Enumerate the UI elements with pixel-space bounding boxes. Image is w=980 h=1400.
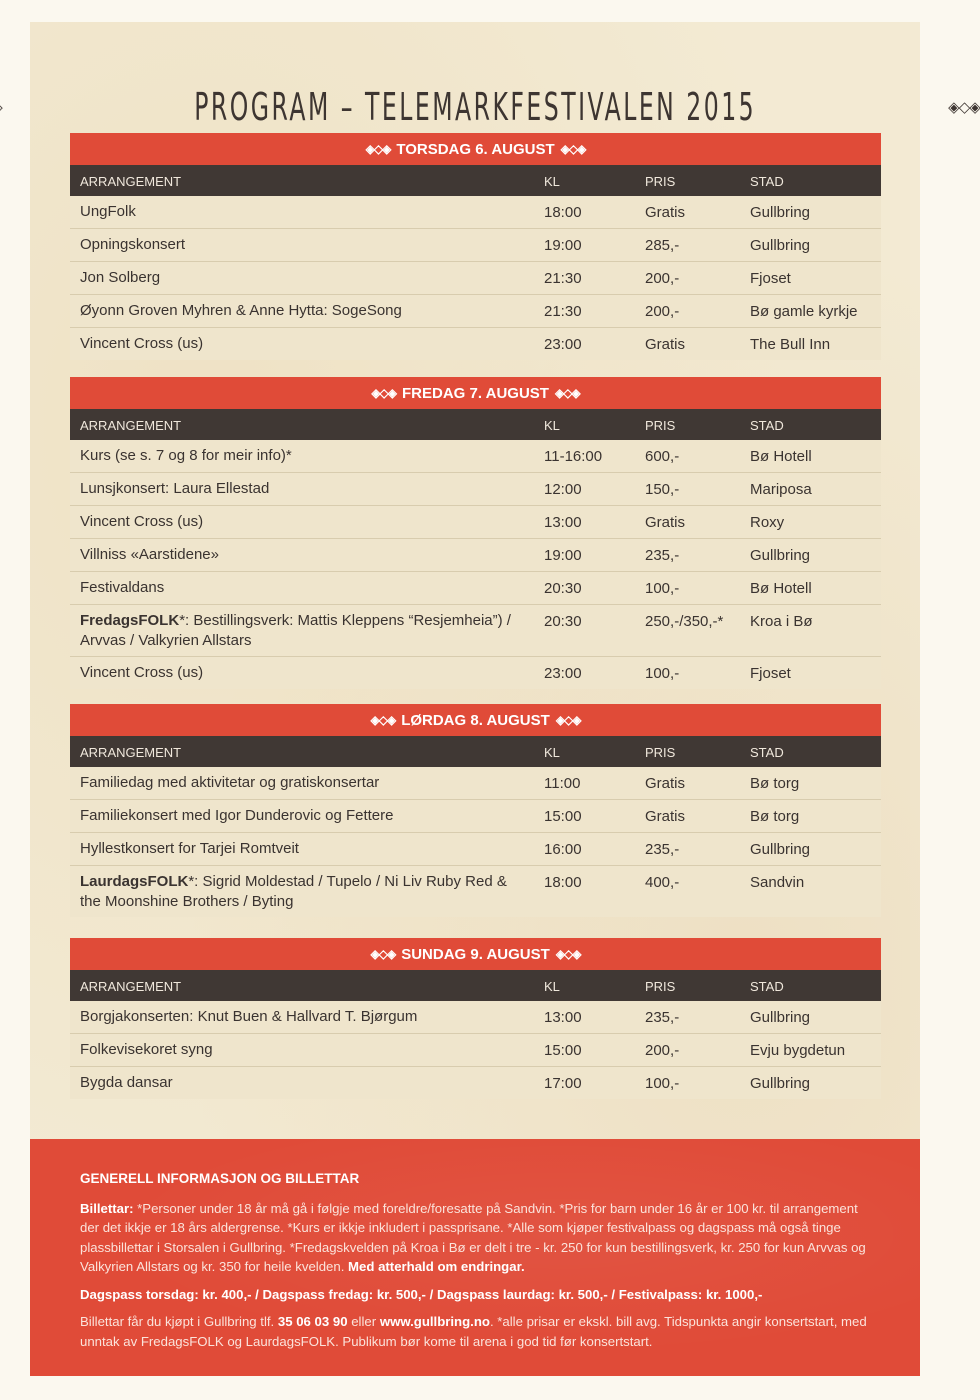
event-venue: Sandvin [750,874,805,891]
event-name-text: Vincent Cross (us) [80,664,204,681]
event-name [80,202,530,222]
day-ornament-left-icon: ◈◇◈ [370,947,396,961]
event-name [80,301,530,321]
event-name [80,1007,530,1027]
event-price: 200,- [645,303,680,320]
event-name-rest: *: Sigrid Moldestad / Tupelo / Ni Liv Ruby Red & the Moonshine Brothers / Byting [80,873,507,910]
event-price: 235,- [645,547,680,564]
event-venue: Bø gamle kyrkje [750,303,858,320]
event-time: 23:00 [544,665,582,682]
col-event: ARRANGEMENT [80,979,182,994]
event-name [80,512,530,532]
event-venue: Gullbring [750,1009,811,1026]
event-name-text: Kurs (se s. 7 og 8 for meir info)* [80,447,292,464]
col-venue: STAD [750,174,784,189]
footer-heading: GENERELL INFORMASJON OG BILLETTAR [80,1171,360,1186]
event-name [80,1040,530,1060]
day-header [70,938,881,970]
event-name-text: Øyonn Groven Myhren & Anne Hytta: SogeSong [80,302,402,319]
table-row [70,572,881,605]
event-name-text: UngFolk [80,203,136,220]
day-section-friday [70,377,881,689]
col-time: KL [544,418,560,433]
event-price: Gratis [645,336,686,353]
event-time: 19:00 [544,547,582,564]
event-name-text: Familiekonsert med Igor Dunderovic og Fettere [80,807,394,824]
day-section-thursday [70,133,881,360]
col-venue: STAD [750,418,784,433]
event-name [80,872,530,912]
day-section-saturday [70,704,881,917]
event-venue: Gullbring [750,841,811,858]
col-event: ARRANGEMENT [80,174,182,189]
table-row [70,866,881,917]
event-venue: Gullbring [750,1075,811,1092]
day-ornament-right-icon: ◈◇◈ [554,386,580,400]
col-event: ARRANGEMENT [80,745,182,760]
event-venue: Mariposa [750,481,812,498]
col-venue: STAD [750,745,784,760]
event-price: 100,- [645,665,680,682]
table-row [70,295,881,328]
event-time: 15:00 [544,1042,582,1059]
purchase-text-b: eller [347,1314,380,1329]
purchase-info [80,1312,880,1351]
event-time: 20:30 [544,580,582,597]
event-venue: Bø torg [750,775,800,792]
ticket-label: Billettar: [80,1200,134,1216]
day-title: SUNDAG 9. AUGUST [401,945,550,963]
event-name [80,839,530,859]
info-footer [30,1139,920,1376]
col-price: PRIS [645,418,676,433]
ticket-text: *Personer under 18 år må gå i følgje med foreldre/foresatte på Sandvin. *Pris for barn under 16 år er 100 kr. til arrangement der det ikkje er 18 års aldergrense. *Kurs er ikkje inkludert i passprisane. *Alle som kjøper festivalpass og dagspass må også tinge plassbillettar i Storsalen i Gullbring. *Fredagskvelden på Kroa i Bø er delt i tre - kr. 250 for kun bestillingsverk, kr. 250 for kun Arvvas og Valkyrien Allstars og kr. 350 for heile kvelden. [80,1200,866,1274]
event-venue: Fjoset [750,665,791,682]
event-price: 600,- [645,448,680,465]
day-ornament-left-icon: ◈◇◈ [371,386,397,400]
day-ornament-right-icon: ◈◇◈ [555,713,581,727]
event-venue: Gullbring [750,237,811,254]
event-price: 400,- [645,874,680,891]
event-name-text: Familiedag med aktivitetar og gratiskonsertar [80,774,380,791]
event-name [80,545,530,565]
event-time: 17:00 [544,1075,582,1092]
event-price: 150,- [645,481,680,498]
table-row [70,328,881,360]
purchase-text-a: Billettar får du kjøpt i Gullbring tlf. [80,1314,278,1329]
event-name-rest: *: Bestillingsverk: Mattis Kleppens “Resjemheia”) / Arvvas / Valkyrien Allstars [80,612,511,649]
table-row [70,440,881,473]
event-name [80,1073,530,1093]
event-venue: Bø Hotell [750,448,812,465]
event-venue: Fjoset [750,270,791,287]
program-sheet [30,22,980,1376]
event-time: 21:30 [544,270,582,287]
col-price: PRIS [645,745,676,760]
table-row [70,1001,881,1034]
event-venue: Gullbring [750,547,811,564]
event-price: 200,- [645,270,680,287]
event-price: Gratis [645,514,686,531]
event-price: 285,- [645,237,680,254]
event-price: 100,- [645,1075,680,1092]
event-name-text: Jon Solberg [80,269,161,286]
table-row [70,196,881,229]
table-row [70,605,881,657]
event-name-text: Vincent Cross (us) [80,335,204,352]
event-time: 16:00 [544,841,582,858]
event-venue: Kroa i Bø [750,613,813,630]
event-venue: The Bull Inn [750,336,831,353]
column-header-row [70,970,881,1001]
event-price: Gratis [645,808,686,825]
event-time: 15:00 [544,808,582,825]
event-name [80,663,530,683]
event-venue: Bø torg [750,808,800,825]
table-row [70,800,881,833]
event-time: 20:30 [544,613,582,630]
day-title: TORSDAG 6. AUGUST [396,140,555,158]
ornament-left-icon [0,98,2,116]
event-time: 18:00 [544,874,582,891]
event-price: 200,- [645,1042,680,1059]
event-time: 18:00 [544,204,582,221]
column-header-row [70,165,881,196]
event-name-text: Villniss «Aarstidene» [80,546,219,563]
ticket-info [80,1199,880,1277]
day-header [70,377,881,409]
day-section-sunday [70,938,881,1099]
event-name-text: Festivaldans [80,579,165,596]
event-venue: Bø Hotell [750,580,812,597]
day-header [70,133,881,165]
event-name-bold: FredagsFOLK [80,612,180,629]
website-link[interactable]: www.gullbring.no [379,1314,490,1329]
column-header-row [70,409,881,440]
event-time: 12:00 [544,481,582,498]
event-name-text: Folkevisekoret syng [80,1041,213,1058]
event-venue: Roxy [750,514,785,531]
event-name-text: Opningskonsert [80,236,186,253]
event-name [80,611,530,651]
col-event: ARRANGEMENT [80,418,182,433]
event-name-text: Lunsjkonsert: Laura Ellestad [80,480,270,497]
day-ornament-right-icon: ◈◇◈ [560,142,586,156]
event-name [80,479,530,499]
day-ornament-left-icon: ◈◇◈ [365,142,391,156]
table-row [70,506,881,539]
col-time: KL [544,979,560,994]
event-name [80,446,530,466]
table-row [70,262,881,295]
table-row [70,833,881,866]
table-row [70,539,881,572]
event-name [80,334,530,354]
table-row [70,657,881,689]
col-price: PRIS [645,174,676,189]
pass-prices [80,1285,880,1305]
day-title: LØRDAG 8. AUGUST [401,711,550,729]
column-header-row [70,736,881,767]
event-price: Gratis [645,775,686,792]
phone-number: 35 06 03 90 [277,1314,348,1329]
pass-prices-text: Dagspass torsdag: kr. 400,- / Dagspass fredag: kr. 500,- / Dagspass laurdag: kr. 500,- / Festivalpass: kr. 1000,- [80,1286,763,1302]
day-ornament-left-icon: ◈◇◈ [370,713,396,727]
purchase-text-c: . *alle prisar er ekskl. bill avg. Tidspunkta angir konsertstart, med unntak av FredagsFOLK og LaurdagsFOLK. Publikum bør kome til arena i god tid før konsertstart. [80,1314,867,1349]
table-row [70,229,881,262]
table-row [70,1067,881,1099]
event-name [80,235,530,255]
event-name-text: Bygda dansar [80,1074,173,1091]
page-title: PROGRAM – TELEMARKFESTIVALEN 2015 [194,85,756,129]
event-time: 13:00 [544,514,582,531]
event-name [80,773,530,793]
event-name-text: Hyllestkonsert for Tarjei Romtveit [80,840,299,857]
event-time: 21:30 [544,303,582,320]
event-price: Gratis [645,204,686,221]
disclaimer: Med atterhald om endringar. [348,1259,525,1274]
col-venue: STAD [750,979,784,994]
col-time: KL [544,174,560,189]
event-time: 23:00 [544,336,582,353]
col-price: PRIS [645,979,676,994]
event-name-text: Borgjakonserten: Knut Buen & Hallvard T. Bjørgum [80,1008,418,1025]
title-row [30,77,980,137]
event-name [80,806,530,826]
event-price: 250,-/350,-* [645,613,724,630]
day-ornament-right-icon: ◈◇◈ [555,947,581,961]
col-time: KL [544,745,560,760]
event-time: 19:00 [544,237,582,254]
event-venue: Evju bygdetun [750,1042,846,1059]
day-title: FREDAG 7. AUGUST [402,384,549,402]
table-row [70,473,881,506]
event-time: 11-16:00 [544,448,603,465]
event-name [80,578,530,598]
table-row [70,767,881,800]
event-name-text: Vincent Cross (us) [80,513,204,530]
table-row [70,1034,881,1067]
event-name-bold: LaurdagsFOLK [80,873,189,890]
day-header [70,704,881,736]
event-time: 11:00 [544,775,581,792]
event-price: 100,- [645,580,680,597]
event-venue: Gullbring [750,204,811,221]
event-name [80,268,530,288]
event-time: 13:00 [544,1009,582,1026]
event-price: 235,- [645,841,680,858]
ornament-right-icon: ◈◇◈ [948,99,980,116]
event-price: 235,- [645,1009,680,1026]
